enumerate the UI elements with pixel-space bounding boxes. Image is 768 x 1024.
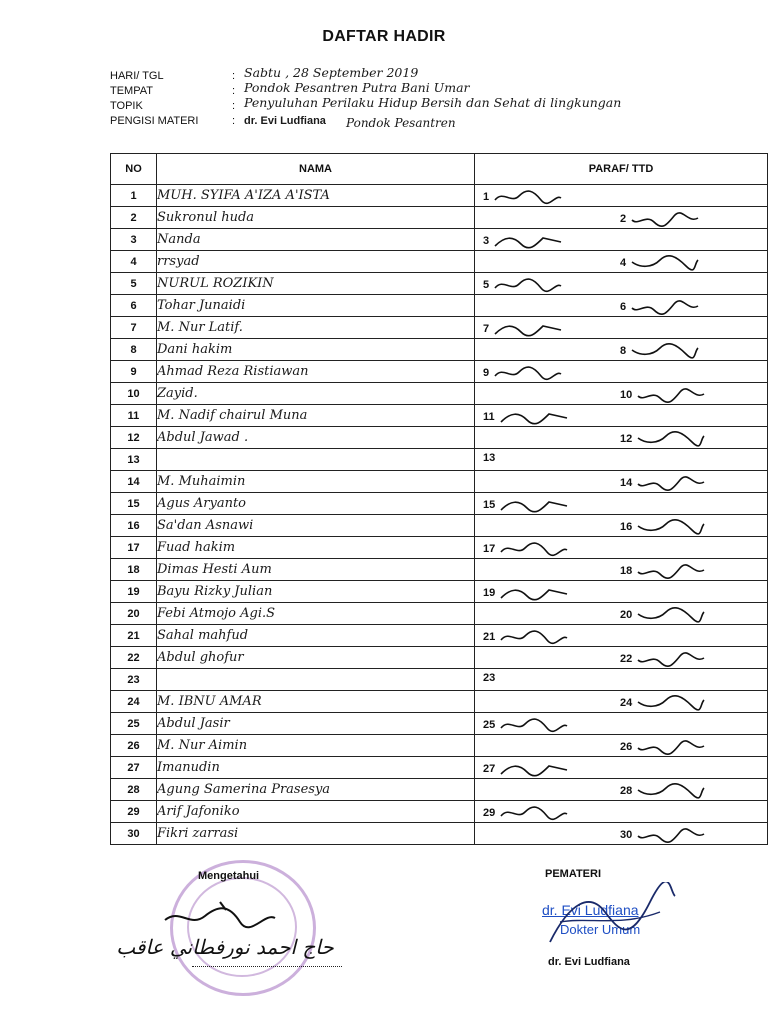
row-number: 1 [111, 185, 157, 207]
table-row [111, 317, 768, 339]
table-row [111, 405, 768, 427]
table-row [111, 603, 768, 625]
meta-label-hari: HARI/ TGL [110, 70, 164, 82]
signature-slot [483, 452, 495, 464]
signature-slot [483, 804, 569, 822]
row-signature-cell [475, 185, 768, 207]
signature-slot-number: 12 [620, 433, 633, 445]
signature-mark [636, 606, 706, 624]
header-no: NO [111, 154, 157, 185]
presenter-stamp-role: Dokter Umum [560, 922, 641, 937]
approval-block [110, 860, 370, 1000]
row-number: 28 [111, 779, 157, 801]
row-signature-cell [475, 251, 768, 273]
row-number: 26 [111, 735, 157, 757]
signature-slot-number: 4 [620, 257, 627, 269]
signature-slot-number: 14 [620, 477, 633, 489]
row-signature-cell [475, 823, 768, 845]
row-name: Ahmad Reza Ristiawan [157, 361, 475, 383]
signature-mark [499, 496, 569, 514]
row-signature-cell [475, 317, 768, 339]
signature-slot [483, 496, 569, 514]
signature-slot [620, 694, 706, 712]
row-name: Arif Jafoniko [157, 801, 475, 823]
row-number: 10 [111, 383, 157, 405]
signature-line [192, 966, 342, 967]
meta-label-pengisi: PENGISI MATERI [110, 115, 199, 127]
row-signature-cell [475, 713, 768, 735]
signature-slot [483, 628, 569, 646]
presenter-title: PEMATERI [545, 868, 602, 880]
row-number: 19 [111, 581, 157, 603]
signature-slot-number: 17 [483, 543, 496, 555]
row-name: M. Nadif chairul Muna [157, 405, 475, 427]
signature-mark [499, 584, 569, 602]
row-name: M. Muhaimin [157, 471, 475, 493]
row-name: NURUL ROZIKIN [157, 273, 475, 295]
table-row [111, 251, 768, 273]
row-signature-cell [475, 779, 768, 801]
row-name [157, 669, 475, 691]
row-number: 2 [111, 207, 157, 229]
signature-slot-number: 28 [620, 785, 633, 797]
row-signature-cell [475, 361, 768, 383]
signature-mark [630, 210, 700, 228]
table-row [111, 779, 768, 801]
row-signature-cell [475, 383, 768, 405]
signature-mark [630, 342, 700, 360]
row-name: Abdul ghofur [157, 647, 475, 669]
signature-slot-number: 6 [620, 301, 627, 313]
signature-slot [620, 650, 706, 668]
meta-label-topik: TOPIK [110, 100, 143, 112]
signature-mark [636, 518, 706, 536]
row-number: 6 [111, 295, 157, 317]
approver-name: حاج احمد نورفطاني عاقب [116, 935, 334, 959]
table-header-row [111, 154, 768, 185]
signature-slot-number: 23 [483, 672, 496, 684]
meta-colon: : [232, 85, 236, 97]
signature-slot [483, 232, 563, 250]
signature-slot-number: 21 [483, 631, 496, 643]
table-row [111, 361, 768, 383]
signature-slot [620, 562, 706, 580]
signature-mark [636, 562, 706, 580]
row-number: 8 [111, 339, 157, 361]
table-row [111, 757, 768, 779]
signature-mark [499, 628, 569, 646]
signature-slot-number: 29 [483, 807, 496, 819]
signature-mark [636, 430, 706, 448]
row-name: Sukronul huda [157, 207, 475, 229]
table-row [111, 537, 768, 559]
presenter-stamp-name: dr. Evi Ludfiana [542, 902, 639, 918]
signature-mark [636, 826, 706, 844]
row-number: 24 [111, 691, 157, 713]
table-row [111, 581, 768, 603]
table-row [111, 273, 768, 295]
signature-mark [499, 804, 569, 822]
table-row [111, 559, 768, 581]
table-row [111, 669, 768, 691]
row-name: M. Nur Latif. [157, 317, 475, 339]
row-name: Bayu Rizky Julian [157, 581, 475, 603]
row-number: 15 [111, 493, 157, 515]
row-signature-cell [475, 691, 768, 713]
signature-slot [620, 298, 700, 316]
signature-slot [483, 584, 569, 602]
row-number: 5 [111, 273, 157, 295]
attendance-table [110, 153, 768, 845]
table-row [111, 427, 768, 449]
meta-value-topik-continued: Pondok Pesantren [346, 116, 456, 130]
signature-mark [499, 716, 569, 734]
meta-row-topik [110, 95, 768, 115]
signature-mark [630, 254, 700, 272]
table-row [111, 295, 768, 317]
signature-slot [483, 408, 569, 426]
row-signature-cell [475, 581, 768, 603]
signature-mark [493, 232, 563, 250]
row-number: 9 [111, 361, 157, 383]
signature-slot-number: 1 [483, 191, 490, 203]
signature-mark [499, 760, 569, 778]
row-name: MUH. SYIFA A'IZA A'ISTA [157, 185, 475, 207]
table-row [111, 339, 768, 361]
row-number: 7 [111, 317, 157, 339]
signature-mark [493, 364, 563, 382]
table-row [111, 713, 768, 735]
row-signature-cell [475, 625, 768, 647]
row-signature-cell [475, 559, 768, 581]
signature-mark [493, 188, 563, 206]
meta-colon: : [232, 115, 236, 127]
signature-mark [636, 694, 706, 712]
row-name [157, 449, 475, 471]
row-signature-cell [475, 405, 768, 427]
signature-slot [620, 606, 706, 624]
signature-slot [620, 826, 706, 844]
signature-slot [483, 188, 563, 206]
meta-colon: : [232, 100, 236, 112]
signature-mark [636, 738, 706, 756]
row-signature-cell [475, 493, 768, 515]
row-name: Dani hakim [157, 339, 475, 361]
signature-slot [483, 760, 569, 778]
row-number: 18 [111, 559, 157, 581]
row-number: 25 [111, 713, 157, 735]
row-signature-cell [475, 537, 768, 559]
row-number: 4 [111, 251, 157, 273]
row-name: M. Nur Aimin [157, 735, 475, 757]
signature-slot-number: 9 [483, 367, 490, 379]
signature-slot [620, 738, 706, 756]
row-number: 3 [111, 229, 157, 251]
signature-slot [620, 386, 706, 404]
signature-slot-number: 3 [483, 235, 490, 247]
page-title: DAFTAR HADIR [322, 28, 446, 45]
signature-slot [620, 518, 706, 536]
row-number: 30 [111, 823, 157, 845]
row-number: 27 [111, 757, 157, 779]
table-row [111, 647, 768, 669]
row-signature-cell [475, 471, 768, 493]
row-name: Sa'dan Asnawi [157, 515, 475, 537]
row-name: Nanda [157, 229, 475, 251]
signature-slot-number: 10 [620, 389, 633, 401]
signature-slot-number: 11 [483, 411, 495, 423]
signature-mark [493, 320, 563, 338]
signature-slot [620, 782, 706, 800]
row-number: 17 [111, 537, 157, 559]
signature-slot-number: 5 [483, 279, 490, 291]
presenter-signature [530, 882, 680, 952]
row-number: 12 [111, 427, 157, 449]
table-row [111, 185, 768, 207]
table-row [111, 449, 768, 471]
table-row [111, 383, 768, 405]
signature-mark [499, 408, 569, 426]
signature-slot-number: 7 [483, 323, 490, 335]
table-row [111, 735, 768, 757]
row-signature-cell [475, 449, 768, 471]
row-name: Fikri zarrasi [157, 823, 475, 845]
signature-slot-number: 16 [620, 521, 633, 533]
row-name: Zayid. [157, 383, 475, 405]
row-name: Abdul Jasir [157, 713, 475, 735]
table-row [111, 625, 768, 647]
signature-slot-number: 13 [483, 452, 496, 464]
row-name: Agung Samerina Prasesya [157, 779, 475, 801]
row-signature-cell [475, 207, 768, 229]
signature-mark [636, 386, 706, 404]
row-signature-cell [475, 735, 768, 757]
signature-slot [620, 210, 700, 228]
row-number: 20 [111, 603, 157, 625]
row-name: Imanudin [157, 757, 475, 779]
signature-mark [630, 298, 700, 316]
signature-slot-number: 15 [483, 499, 496, 511]
signature-slot-number: 26 [620, 741, 633, 753]
table-row [111, 823, 768, 845]
signature-slot-number: 19 [483, 587, 496, 599]
row-number: 29 [111, 801, 157, 823]
row-name: Febi Atmojo Agi.S [157, 603, 475, 625]
signature-mark [636, 650, 706, 668]
row-name: Fuad hakim [157, 537, 475, 559]
signature-slot [483, 276, 563, 294]
signature-slot-number: 18 [620, 565, 633, 577]
meta-value-topik: Penyuluhan Perilaku Hidup Bersih dan Sehat di lingkungan [244, 95, 622, 110]
table-row [111, 801, 768, 823]
signature-slot [620, 342, 700, 360]
row-name: rrsyad [157, 251, 475, 273]
row-name: Sahal mahfud [157, 625, 475, 647]
row-name: Tohar Junaidi [157, 295, 475, 317]
row-number: 16 [111, 515, 157, 537]
signature-slot [483, 540, 569, 558]
row-signature-cell [475, 229, 768, 251]
approver-signature [160, 898, 280, 934]
attendance-rows [111, 185, 768, 845]
meta-value-tempat: Pondok Pesantren Putra Bani Umar [244, 80, 470, 95]
signature-slot-number: 25 [483, 719, 496, 731]
row-signature-cell [475, 339, 768, 361]
row-signature-cell [475, 273, 768, 295]
meta-label-tempat: TEMPAT [110, 85, 153, 97]
signature-slot [620, 474, 706, 492]
signature-slot-number: 30 [620, 829, 633, 841]
table-row [111, 493, 768, 515]
signature-slot [483, 364, 563, 382]
presenter-block [520, 860, 750, 1000]
signature-slot [483, 672, 495, 684]
signature-mark [499, 540, 569, 558]
row-signature-cell [475, 757, 768, 779]
row-signature-cell [475, 295, 768, 317]
row-name: Agus Aryanto [157, 493, 475, 515]
meta-colon: : [232, 70, 236, 82]
table-row [111, 691, 768, 713]
signature-slot [483, 716, 569, 734]
signature-slot [620, 254, 700, 272]
signature-slot-number: 24 [620, 697, 633, 709]
signature-slot [620, 430, 706, 448]
row-number: 13 [111, 449, 157, 471]
row-signature-cell [475, 515, 768, 537]
signature-slot [483, 320, 563, 338]
signature-slot-number: 27 [483, 763, 496, 775]
signature-slot-number: 2 [620, 213, 627, 225]
signature-mark [636, 474, 706, 492]
row-name: Dimas Hesti Aum [157, 559, 475, 581]
signature-slot-number: 8 [620, 345, 627, 357]
row-number: 14 [111, 471, 157, 493]
row-number: 22 [111, 647, 157, 669]
row-number: 11 [111, 405, 157, 427]
table-row [111, 207, 768, 229]
row-name: M. IBNU AMAR [157, 691, 475, 713]
meta-value-hari: Sabtu , 28 September 2019 [244, 65, 419, 80]
meta-value-pengisi: dr. Evi Ludfiana [244, 115, 326, 127]
row-signature-cell [475, 647, 768, 669]
table-row [111, 229, 768, 251]
row-number: 23 [111, 669, 157, 691]
header-paraf: PARAF/ TTD [475, 154, 768, 185]
row-signature-cell [475, 603, 768, 625]
table-row [111, 471, 768, 493]
signature-slot-number: 22 [620, 653, 633, 665]
signature-mark [636, 782, 706, 800]
row-name: Abdul Jawad . [157, 427, 475, 449]
header-nama: NAMA [157, 154, 475, 185]
signature-slot-number: 20 [620, 609, 633, 621]
row-signature-cell [475, 669, 768, 691]
approval-title: Mengetahui [198, 870, 260, 882]
row-signature-cell [475, 427, 768, 449]
table-row [111, 515, 768, 537]
presenter-typed-name: dr. Evi Ludfiana [548, 956, 630, 968]
signature-mark [493, 276, 563, 294]
row-number: 21 [111, 625, 157, 647]
row-signature-cell [475, 801, 768, 823]
